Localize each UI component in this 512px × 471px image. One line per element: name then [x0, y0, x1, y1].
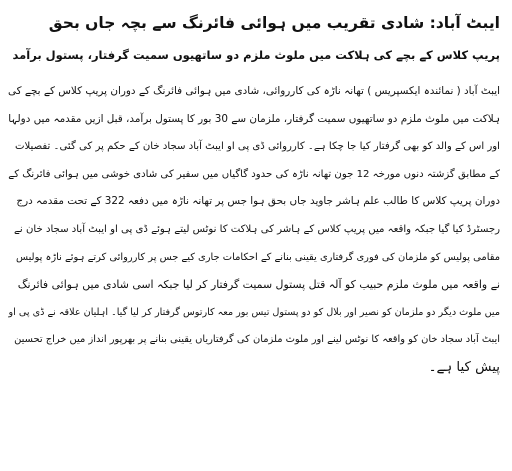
body-line: ہلاکت میں ملوث ملزم دو ساتھیوں سمیت گرفتار، ملزمان سے 30 بور کا پستول برآمد، قبل ازیں مقدمہ میں دولہا [8, 112, 500, 125]
body-line: میں ملوث دیگر دو ملزمان کو نصیر اور بلال کو دو پستول تیس بور معہ کارتوس گرفتار کر لیا گیا۔ اہلیان علاقہ نے ڈی پی او [8, 306, 500, 318]
body-line: دوران پریپ کلاس کا طالب علم ہاشر جاوید جاں بحق ہوا جس پر تھانہ ناڑہ میں دفعہ 322 کے تحت مقدمہ درج [16, 195, 500, 208]
body-line: ایبٹ آباد سجاد خان کو واقعہ کا نوٹس لینے اور ملوث ملزمان کی گرفتاریاں یقینی بنانے پر بھرپور انداز میں خراج تحسین [14, 334, 500, 346]
body-line: پیش کیا ہے۔ [428, 359, 500, 375]
headline-secondary: پریپ کلاس کے بچے کی ہلاکت میں ملوث ملزم دو ساتھیوں سمیت گرفتار، پستول برآمد [12, 48, 500, 62]
body-line: رجسٹرڈ کیا گیا جبکہ واقعہ میں پریپ کلاس کے ہاشر کی ہلاکت کا نوٹس لیتے ہوئے ڈی پی او ایبٹ آباد سجاد خان نے [14, 223, 500, 235]
headline-primary: ایبٹ آباد: شادی تقریب میں ہوائی فائرنگ سے بچہ جاں بحق [48, 14, 500, 32]
body-line: اور اس کے والد کو بھی گرفتار کیا جا چکا ہے۔ کارروائی ڈی پی او ایبٹ آباد سجاد خان کے حکم پر کی گئی۔ تفصیلات [14, 141, 500, 153]
body-line: مقامی پولیس کو ملزمان کی فوری گرفتاری یقینی بنانے کے احکامات جاری کیے جس پر کارروائی کرتے ہوئے ناڑہ پولیس [15, 251, 500, 263]
body-line: ایبٹ آباد ( نمائندہ ایکسپریس ) تھانہ ناڑہ کی کارروائی، شادی میں ہوائی فائرنگ کے دوران پریپ کلاس کے بچے کی [7, 85, 500, 97]
body-line: نے واقعہ میں ملوث ملزم حبیب کو آلہ قتل پستول سمیت گرفتار کر لیا جبکہ اسی شادی میں ہوائی فائرنگ [17, 278, 500, 292]
body-line: کے مطابق گزشتہ دنوں مورخہ 12 جون تھانہ ناڑہ کی حدود گاگیاں میں سفیر کی شادی خوشی میں ہوائی فائرنگ کے [8, 168, 500, 180]
article-body [8, 78, 500, 382]
